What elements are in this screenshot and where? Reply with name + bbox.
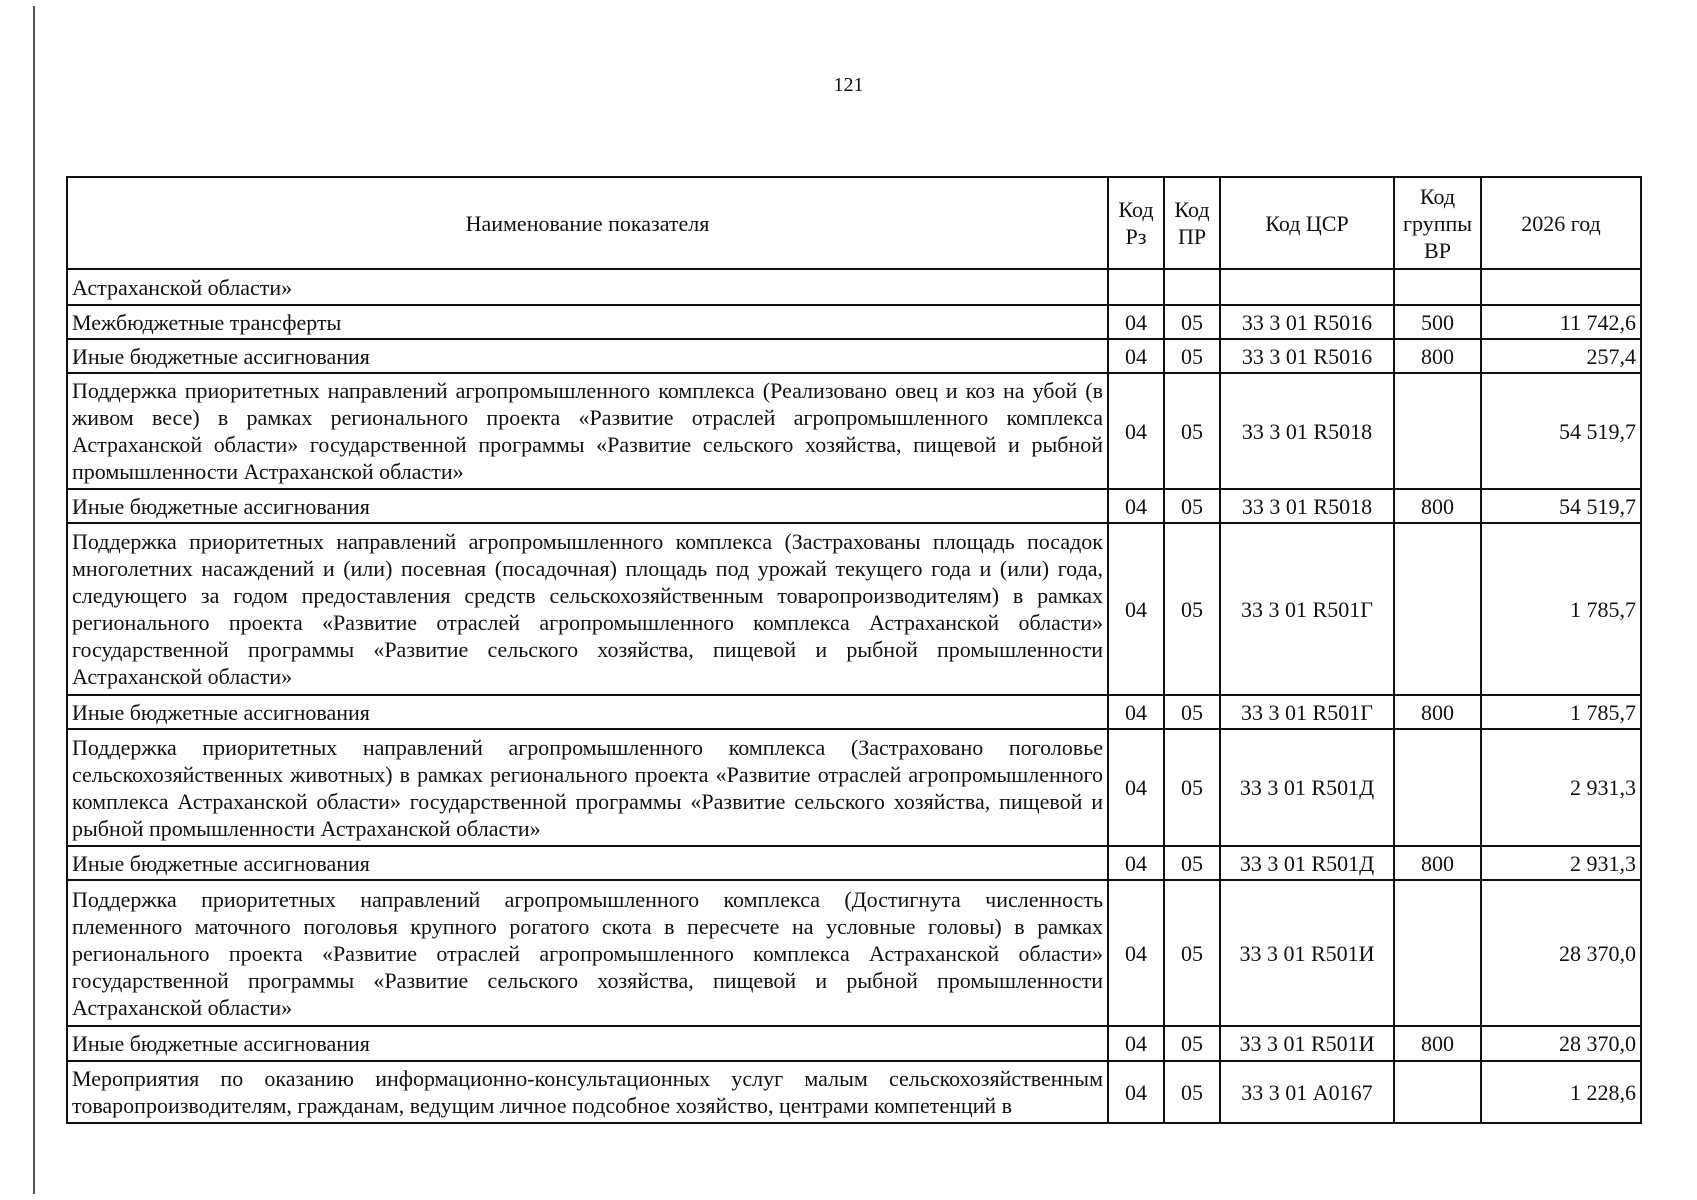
row-csr: 33 3 01 R5018: [1220, 373, 1394, 489]
row-csr: 33 3 01 R501Г: [1220, 695, 1394, 729]
row-pr: 05: [1164, 339, 1220, 373]
row-name: Иные бюджетные ассигнования: [67, 846, 1108, 880]
row-name: Мероприятия по оказанию информационно-консультационных услуг малым сельскохозяйственным товаропроизводителям, гражданам, ведущим личное подсобное хозяйство, центрами компетенций в: [67, 1061, 1108, 1123]
row-rz: 04: [1108, 489, 1164, 523]
row-pr: 05: [1164, 373, 1220, 489]
header-year: 2026 год: [1481, 177, 1641, 269]
row-rz: 04: [1108, 846, 1164, 880]
row-rz: 04: [1108, 523, 1164, 695]
row-pr: 05: [1164, 729, 1220, 846]
row-rz: 04: [1108, 373, 1164, 489]
row-vr: [1394, 1061, 1481, 1123]
header-vr: Код группы ВР: [1394, 177, 1481, 269]
row-name: Поддержка приоритетных направлений агропромышленного комплекса (Застраховано поголовье сельскохозяйственных животных) в рамках регионального проекта «Развитие отраслей агропромышленного комплекса Астраханской области» государственной программы «Развитие сельского хозяйства, пищевой и рыбной промышленности Астраханской области»: [67, 729, 1108, 846]
row-csr: 33 3 01 R501Д: [1220, 729, 1394, 846]
row-name: Иные бюджетные ассигнования: [67, 339, 1108, 373]
table-row: [67, 695, 1641, 729]
table-row: [67, 489, 1641, 523]
row-pr: 05: [1164, 523, 1220, 695]
row-name: Астраханской области»: [67, 269, 1108, 305]
header-csr: Код ЦСР: [1220, 177, 1394, 269]
row-vr: [1394, 523, 1481, 695]
row-pr: 05: [1164, 489, 1220, 523]
row-pr: 05: [1164, 1026, 1220, 1061]
row-pr: [1164, 269, 1220, 305]
row-pr: 05: [1164, 880, 1220, 1026]
row-vr: 800: [1394, 846, 1481, 880]
row-amount: 2 931,3: [1481, 729, 1641, 846]
row-amount: 28 370,0: [1481, 1026, 1641, 1061]
row-name: Поддержка приоритетных направлений агропромышленного комплекса (Достигнута численность племенного маточного поголовья крупного рогатого скота в пересчете на условные головы) в рамках регионального проекта «Развитие отраслей агропромышленного комплекса Астраханской области» государственной программы «Развитие сельского хозяйства, пищевой и рыбной промышленности Астраханской области»: [67, 880, 1108, 1026]
table-row: [67, 1026, 1641, 1061]
row-amount: 1 785,7: [1481, 695, 1641, 729]
row-csr: 33 3 01 R501Д: [1220, 846, 1394, 880]
table-header-row: [67, 177, 1641, 269]
table-row: [67, 305, 1641, 339]
row-rz: 04: [1108, 729, 1164, 846]
row-amount: 2 931,3: [1481, 846, 1641, 880]
table-row: [67, 269, 1641, 305]
row-name: Иные бюджетные ассигнования: [67, 695, 1108, 729]
table-row: [67, 523, 1641, 695]
row-name: Межбюджетные трансферты: [67, 305, 1108, 339]
row-vr: [1394, 880, 1481, 1026]
row-rz: 04: [1108, 339, 1164, 373]
row-vr: 800: [1394, 1026, 1481, 1061]
row-name: Поддержка приоритетных направлений агропромышленного комплекса (Реализовано овец и коз на убой (в живом весе) в рамках регионального проекта «Развитие отраслей агропромышленного комплекса Астраханской области» государственной программы «Развитие сельского хозяйства, пищевой и рыбной промышленности Астраханской области»: [67, 373, 1108, 489]
row-name: Поддержка приоритетных направлений агропромышленного комплекса (Застрахованы площадь посадок многолетних насаждений и (или) посевная (посадочная) площадь под урожай текущего года и (или) года, следующего за годом предоставления средств сельскохозяйственным товаропроизводителям) в рамках регионального проекта «Развитие отраслей агропромышленного комплекса Астраханской области» государственной программы «Развитие сельского хозяйства, пищевой и рыбной промышленности Астраханской области»: [67, 523, 1108, 695]
row-vr: 500: [1394, 305, 1481, 339]
row-pr: 05: [1164, 305, 1220, 339]
row-rz: [1108, 269, 1164, 305]
row-amount: [1481, 269, 1641, 305]
row-csr: 33 3 01 R501Г: [1220, 523, 1394, 695]
table-row: [67, 729, 1641, 846]
header-rz: Код Рз: [1108, 177, 1164, 269]
page-number: 121: [833, 74, 864, 96]
row-pr: 05: [1164, 695, 1220, 729]
row-csr: 33 3 01 R501И: [1220, 880, 1394, 1026]
row-vr: 800: [1394, 339, 1481, 373]
row-pr: 05: [1164, 1061, 1220, 1123]
row-rz: 04: [1108, 305, 1164, 339]
table-row: [67, 1061, 1641, 1123]
row-csr: 33 3 01 R5018: [1220, 489, 1394, 523]
header-pr: Код ПР: [1164, 177, 1220, 269]
row-pr: 05: [1164, 846, 1220, 880]
table-row: [67, 846, 1641, 880]
row-csr: 33 3 01 R501И: [1220, 1026, 1394, 1061]
budget-table: [66, 176, 1642, 1124]
row-rz: 04: [1108, 695, 1164, 729]
row-amount: 1 785,7: [1481, 523, 1641, 695]
row-amount: 54 519,7: [1481, 489, 1641, 523]
row-vr: 800: [1394, 489, 1481, 523]
row-amount: 1 228,6: [1481, 1061, 1641, 1123]
row-vr: 800: [1394, 695, 1481, 729]
row-amount: 257,4: [1481, 339, 1641, 373]
row-csr: 33 3 01 А0167: [1220, 1061, 1394, 1123]
row-vr: [1394, 729, 1481, 846]
page-margin-rule: [33, 6, 35, 1194]
row-amount: 54 519,7: [1481, 373, 1641, 489]
row-csr: 33 3 01 R5016: [1220, 339, 1394, 373]
row-vr: [1394, 373, 1481, 489]
table-row: [67, 880, 1641, 1026]
row-csr: [1220, 269, 1394, 305]
row-rz: 04: [1108, 880, 1164, 1026]
row-amount: 28 370,0: [1481, 880, 1641, 1026]
row-amount: 11 742,6: [1481, 305, 1641, 339]
table-row: [67, 373, 1641, 489]
row-name: Иные бюджетные ассигнования: [67, 489, 1108, 523]
row-name: Иные бюджетные ассигнования: [67, 1026, 1108, 1061]
table-row: [67, 339, 1641, 373]
row-rz: 04: [1108, 1061, 1164, 1123]
row-csr: 33 3 01 R5016: [1220, 305, 1394, 339]
header-name: Наименование показателя: [67, 177, 1108, 269]
row-vr: [1394, 269, 1481, 305]
row-rz: 04: [1108, 1026, 1164, 1061]
